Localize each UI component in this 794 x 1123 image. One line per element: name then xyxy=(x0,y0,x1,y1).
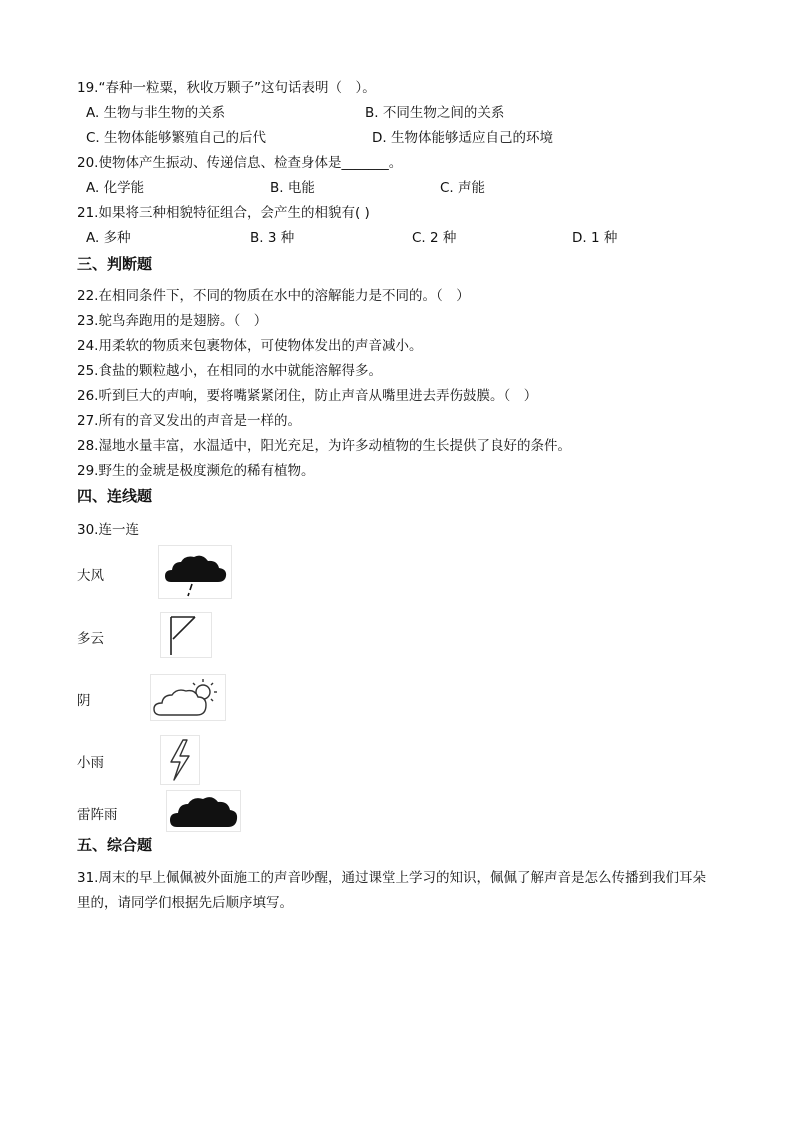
judgment-item: 28.湿地水量丰富，水温适中，阳光充足，为许多动植物的生长提供了良好的条件。 xyxy=(77,438,571,454)
match-label-light-rain: 小雨 xyxy=(77,755,104,771)
section-heading-judgment: 三、判断题 xyxy=(77,255,153,273)
q20-option-c: C. 声能 xyxy=(440,180,486,196)
dark-cloud-icon[interactable] xyxy=(166,790,241,832)
question-20-stem: 20.使物体产生振动、传递信息、检查身体是_______。 xyxy=(77,155,403,171)
judgment-item: 23.鸵鸟奔跑用的是翅膀。（ ） xyxy=(77,313,268,329)
lightning-icon[interactable] xyxy=(160,735,200,785)
q19-option-c: C. 生物体能够繁殖自己的后代 xyxy=(86,130,267,146)
judgment-item: 27.所有的音叉发出的声音是一样的。 xyxy=(77,413,301,429)
q21-option-d: D. 1 种 xyxy=(572,230,618,246)
question-30-stem: 30.连一连 xyxy=(77,522,139,538)
question-31-line-2: 里的，请同学们根据先后顺序填写。 xyxy=(77,895,293,911)
section-heading-comprehensive: 五、综合题 xyxy=(77,836,153,854)
judgment-item: 25.食盐的颗粒越小，在相同的水中就能溶解得多。 xyxy=(77,363,382,379)
q20-option-b: B. 电能 xyxy=(270,180,315,196)
judgment-item: 22.在相同条件下，不同的物质在水中的溶解能力是不同的。（ ） xyxy=(77,288,470,304)
q21-option-a: A. 多种 xyxy=(86,230,131,246)
q20-option-a: A. 化学能 xyxy=(86,180,145,196)
question-19-stem: 19.“春种一粒粟，秋收万颗子”这句话表明（ ）。 xyxy=(77,80,376,96)
judgment-item: 24.用柔软的物质来包裹物体，可使物体发出的声音减小。 xyxy=(77,338,423,354)
q21-option-c: C. 2 种 xyxy=(412,230,457,246)
question-31-line-1: 31.周末的早上佩佩被外面施工的声音吵醒，通过课堂上学习的知识，佩佩了解声音是怎么传播到我们耳朵 xyxy=(77,870,706,886)
q19-option-b: B. 不同生物之间的关系 xyxy=(365,105,505,121)
cloud-sun-icon[interactable] xyxy=(150,674,226,721)
judgment-item: 29.野生的金琥是极度濒危的稀有植物。 xyxy=(77,463,315,479)
cloud-rain-icon[interactable] xyxy=(158,545,232,599)
match-label-strong-wind: 大风 xyxy=(77,568,104,584)
section-heading-matching: 四、连线题 xyxy=(77,487,153,505)
match-label-thunderstorm: 雷阵雨 xyxy=(77,807,118,823)
question-21-stem: 21.如果将三种相貌特征组合，会产生的相貌有( ) xyxy=(77,205,370,221)
q19-option-d: D. 生物体能够适应自己的环境 xyxy=(372,130,553,146)
judgment-item: 26.听到巨大的声响，要将嘴紧紧闭住，防止声音从嘴里进去弄伤鼓膜。（ ） xyxy=(77,388,538,404)
match-label-cloudy: 多云 xyxy=(77,631,104,647)
wind-flag-icon[interactable] xyxy=(160,612,212,658)
q19-option-a: A. 生物与非生物的关系 xyxy=(86,105,226,121)
q21-option-b: B. 3 种 xyxy=(250,230,295,246)
match-label-overcast: 阴 xyxy=(77,693,91,709)
